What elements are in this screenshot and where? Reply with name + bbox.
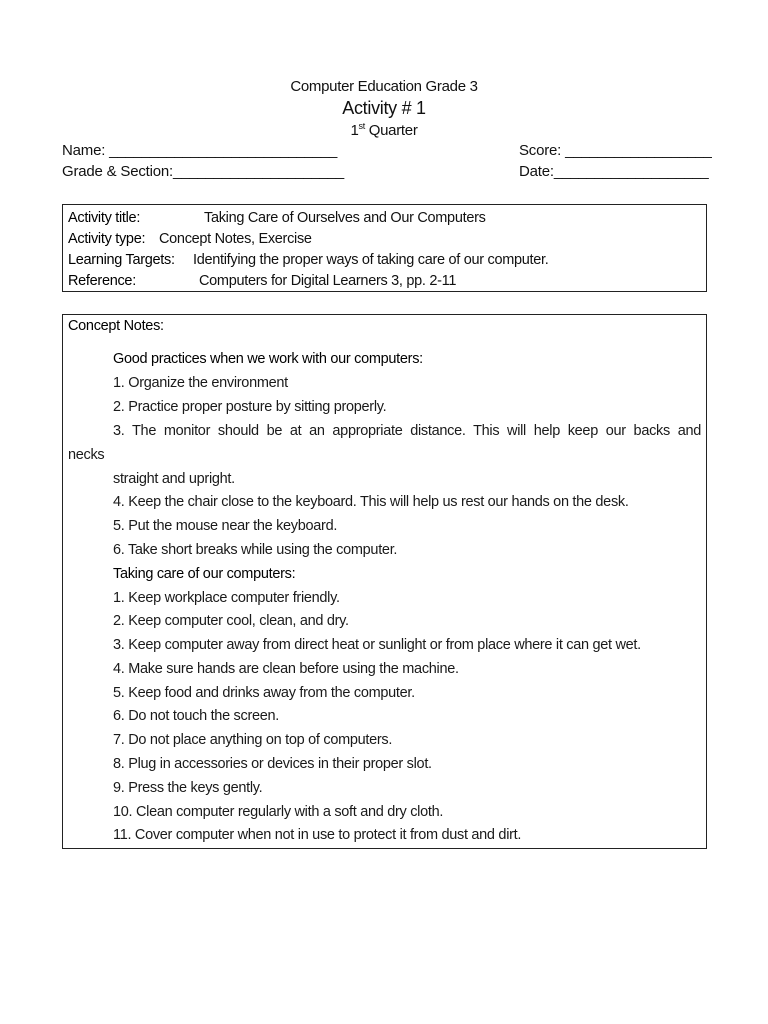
grade-section-field[interactable]: Grade & Section:_____________________: [62, 163, 345, 180]
list-item-continuation: straight and upright.: [113, 471, 235, 487]
reference-label: Reference:: [68, 273, 136, 289]
taking-care-heading: Taking care of our computers:: [113, 566, 296, 582]
list-item: 10. Clean computer regularly with a soft and dry cloth.: [113, 804, 444, 820]
list-item: 8. Plug in accessories or devices in their proper slot.: [113, 756, 432, 772]
list-item: 6. Do not touch the screen.: [113, 708, 280, 724]
activity-type-row: [68, 229, 706, 250]
list-item: 3. Keep computer away from direct heat or sunlight or from place where it can get wet.: [113, 637, 641, 653]
reference-row: [68, 271, 706, 292]
list-item: 5. Keep food and drinks away from the computer.: [113, 685, 415, 701]
list-item: 4. Make sure hands are clean before using the machine.: [113, 661, 459, 677]
list-item: 1. Keep workplace computer friendly.: [113, 590, 340, 606]
list-item: 3. The monitor should be at an appropriate distance. This will help keep our backs and: [113, 423, 701, 439]
list-item: 11. Cover computer when not in use to protect it from dust and dirt.: [113, 827, 522, 843]
date-field[interactable]: Date:___________________: [519, 163, 709, 180]
activity-title: Activity # 1: [342, 98, 426, 118]
good-practices-heading: Good practices when we work with our computers:: [113, 351, 423, 367]
learning-targets-label: Learning Targets:: [68, 252, 175, 268]
learning-targets-row: [68, 250, 706, 271]
list-item: 5. Put the mouse near the keyboard.: [113, 518, 338, 534]
activity-info-box: [62, 204, 707, 292]
score-field[interactable]: Score: __________________: [519, 142, 712, 159]
quarter-suffix: st: [358, 121, 365, 131]
subject-title: Computer Education Grade 3: [290, 78, 478, 95]
list-item: 2. Keep computer cool, clean, and dry.: [113, 613, 349, 629]
activity-title-value: Taking Care of Ourselves and Our Computers: [204, 210, 486, 226]
quarter-title: [0, 122, 768, 139]
list-item: 4. Keep the chair close to the keyboard. This will help us rest our hands on the desk.: [113, 494, 629, 510]
quarter-word: Quarter: [364, 122, 418, 139]
activity-title-label: Activity title:: [68, 210, 141, 226]
list-item: 2. Practice proper posture by sitting properly.: [113, 399, 387, 415]
list-item: 6. Take short breaks while using the computer.: [113, 542, 398, 558]
concept-notes-box: [62, 314, 707, 849]
quarter-number: 1: [350, 122, 359, 139]
list-item: 7. Do not place anything on top of computers.: [113, 732, 393, 748]
activity-type-label: Activity type:: [68, 231, 146, 247]
list-item: 1. Organize the environment: [113, 375, 288, 391]
activity-title-row: [68, 208, 706, 229]
learning-targets-value: Identifying the proper ways of taking care of our computer.: [193, 252, 549, 268]
concept-notes-heading: Concept Notes:: [68, 318, 164, 334]
list-item: 9. Press the keys gently.: [113, 780, 263, 796]
name-field[interactable]: Name: ____________________________: [62, 142, 338, 159]
activity-type-value: Concept Notes, Exercise: [159, 231, 312, 247]
list-item-continuation: necks: [68, 447, 105, 463]
reference-value: Computers for Digital Learners 3, pp. 2-11: [199, 273, 457, 289]
